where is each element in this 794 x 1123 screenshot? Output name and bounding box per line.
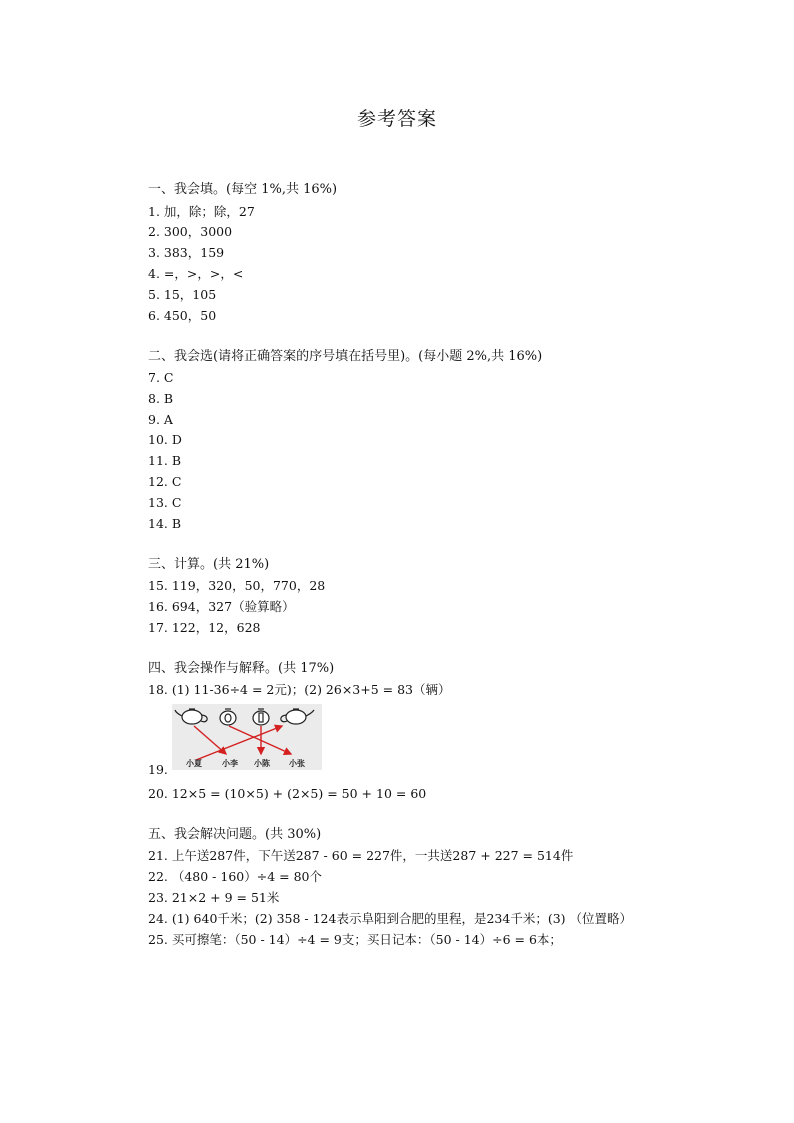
teapot-icon — [175, 709, 207, 724]
section-4-heading: 四、我会操作与解释。(共 17%) — [148, 661, 335, 676]
page-title: 参考答案 — [356, 108, 437, 130]
answer-line: 19. — [148, 762, 168, 777]
answer-line: 17. 122，12，628 — [148, 620, 261, 635]
answer-line: 7. C — [148, 370, 174, 385]
answer-line: 14. B — [148, 516, 182, 531]
child-name: 小夏 — [186, 759, 202, 768]
answer-line: 5. 15，105 — [148, 287, 217, 302]
answer-line: 24. (1) 640千米；(2) 358 - 124表示阜阳到合肥的里程，是234千米；(3) （位置略） — [148, 911, 632, 926]
answer-line: 23. 21×2 + 9 = 51米 — [148, 890, 280, 905]
answer-line: 11. B — [148, 453, 182, 468]
section-2-heading: 二、我会选(请将正确答案的序号填在括号里)。(每小题 2%,共 16%) — [148, 349, 543, 364]
answer-line: 15. 119，320，50，770，28 — [148, 578, 326, 593]
answer-line: 6. 450，50 — [148, 308, 217, 323]
section-1-heading: 一、我会填。(每空 1%,共 16%) — [148, 182, 338, 197]
answer-line: 4. =，>，>，< — [148, 266, 244, 281]
answer-line: 3. 383，159 — [148, 245, 225, 260]
teapot-side-icon — [253, 709, 269, 725]
answer-line: 20. 12×5 = (10×5) + (2×5) = 50 + 10 = 60 — [148, 786, 427, 801]
answer-line: 16. 694，327（验算略） — [148, 599, 295, 614]
teapot-front-icon — [220, 709, 236, 725]
teapot-icon — [281, 709, 314, 724]
answer-line: 22. （480 - 160）÷4 = 80个 — [148, 869, 322, 884]
answer-line: 8. B — [148, 391, 174, 406]
child-name: 小张 — [289, 759, 305, 768]
answer-line: 10. D — [148, 432, 182, 447]
answer-line: 12. C — [148, 474, 182, 489]
arrow — [229, 726, 291, 754]
child-name: 小陈 — [254, 759, 270, 768]
answer-line: 18. (1) 11-36÷4 = 2元)；(2) 26×3+5 = 83（辆） — [148, 682, 451, 697]
answer-line: 1. 加，除；除，27 — [148, 204, 255, 219]
answer-line: 21. 上午送287件，下午送287 - 60 = 227件，一共送287 + 227 = 514件 — [148, 848, 574, 863]
answer-line: 9. A — [148, 412, 173, 427]
section-3-heading: 三、计算。(共 21%) — [148, 557, 270, 572]
connection-arrows — [194, 726, 291, 760]
section-5-heading: 五、我会解决问题。(共 30%) — [148, 827, 322, 842]
answer-line: 13. C — [148, 495, 182, 510]
child-name: 小李 — [222, 759, 238, 768]
matching-diagram — [172, 704, 322, 770]
answer-line: 25. 买可擦笔：（50 - 14）÷4 = 9支；买日记本：（50 - 14）÷6 = 6本； — [148, 932, 562, 947]
answer-line: 2. 300，3000 — [148, 224, 233, 239]
matching-figure — [172, 704, 322, 770]
